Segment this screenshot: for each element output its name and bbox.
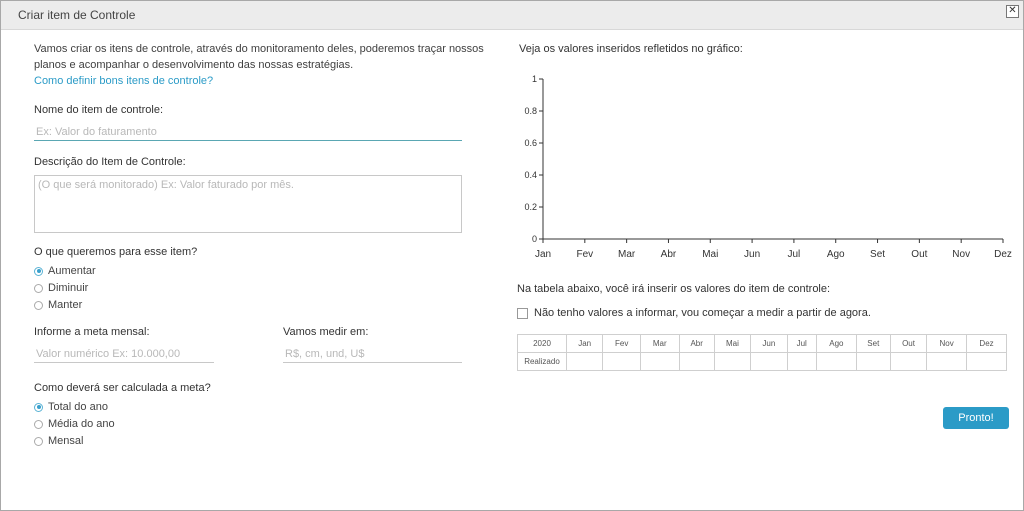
chart-heading: Veja os valores inseridos refletidos no gráfico: (519, 43, 743, 55)
table-month-header: Jul (787, 335, 816, 353)
goal-option-decrease[interactable] (34, 281, 88, 295)
table-month-header: Mar (640, 335, 679, 353)
y-tick-label: 0 (531, 234, 537, 244)
table-value-cell[interactable] (816, 353, 856, 371)
goal-option-label: Diminuir (48, 282, 89, 294)
goal-option-increase[interactable] (34, 264, 96, 278)
calc-question: Como deverá ser calculada a meta? (34, 382, 211, 394)
calc-option-label: Total do ano (48, 401, 108, 413)
x-tick-label: Jan (534, 249, 552, 260)
table-value-cell[interactable] (679, 353, 714, 371)
name-label: Nome do item de controle: (34, 104, 164, 116)
table-month-header: Nov (927, 335, 967, 353)
table-row (518, 353, 1007, 371)
table-value-cell[interactable] (603, 353, 641, 371)
table-month-header: Dez (967, 335, 1007, 353)
radio-icon[interactable] (34, 301, 43, 310)
y-tick-label: 0.8 (524, 106, 537, 116)
x-tick-label: Fev (576, 249, 594, 260)
calc-option-year-total[interactable] (34, 400, 108, 414)
table-month-header: Mai (714, 335, 750, 353)
monthly-target-label: Informe a meta mensal: (34, 326, 150, 338)
goal-option-label: Aumentar (48, 265, 96, 277)
calc-option-monthly[interactable] (34, 434, 83, 448)
table-value-cell[interactable] (967, 353, 1007, 371)
calc-option-label: Média do ano (48, 418, 115, 430)
dialog-titlebar (1, 1, 1023, 30)
goal-option-label: Manter (48, 299, 83, 311)
radio-selected-icon[interactable] (34, 403, 43, 412)
y-tick-label: 0.4 (524, 170, 537, 180)
table-month-header: Ago (816, 335, 856, 353)
x-tick-label: Mar (618, 249, 636, 260)
intro-line-2: planos e acompanhar o desenvolvimento das nossas estratégias. (34, 59, 354, 71)
table-row-label: Realizado (518, 353, 567, 371)
table-value-cell[interactable] (787, 353, 816, 371)
table-value-cell[interactable] (856, 353, 890, 371)
intro-line-1: Vamos criar os itens de controle, através do monitoramento deles, poderemos traçar nossos (34, 43, 484, 55)
x-tick-label: Dez (994, 249, 1012, 260)
x-tick-label: Jul (787, 249, 801, 260)
monthly-target-input[interactable] (34, 346, 214, 363)
table-value-cell[interactable] (927, 353, 967, 371)
table-month-header: Jun (751, 335, 787, 353)
x-tick-label: Ago (826, 249, 845, 260)
x-tick-label: Mai (702, 249, 719, 260)
table-month-header: Fev (603, 335, 641, 353)
table-value-cell[interactable] (640, 353, 679, 371)
radio-icon[interactable] (34, 437, 43, 446)
close-icon[interactable]: ✕ (1006, 5, 1019, 18)
description-textarea[interactable] (34, 175, 462, 233)
x-tick-label: Nov (952, 249, 971, 260)
values-table (517, 334, 1007, 371)
y-tick-label: 1 (531, 74, 537, 84)
radio-icon[interactable] (34, 284, 43, 293)
unit-label: Vamos medir em: (283, 326, 369, 338)
table-header-row (518, 335, 1007, 353)
table-month-header: Out (890, 335, 926, 353)
table-month-header: Abr (679, 335, 714, 353)
table-heading: Na tabela abaixo, você irá inserir os valores do item de controle: (517, 283, 831, 295)
goal-option-keep[interactable] (34, 298, 82, 312)
unit-input[interactable] (283, 346, 462, 363)
description-label: Descrição do Item de Controle: (34, 156, 186, 168)
calc-option-label: Mensal (48, 435, 84, 447)
x-tick-label: Jun (744, 249, 761, 260)
y-tick-label: 0.2 (524, 202, 537, 212)
table-month-header: Jan (567, 335, 603, 353)
radio-selected-icon[interactable] (34, 267, 43, 276)
table-value-cell[interactable] (567, 353, 603, 371)
dialog-title: Criar item de Controle (18, 8, 136, 22)
x-tick-label: Abr (660, 249, 677, 260)
table-month-header: Set (856, 335, 890, 353)
no-values-checkbox[interactable] (517, 308, 528, 319)
goal-question: O que queremos para esse item? (34, 246, 198, 258)
name-input[interactable] (34, 124, 462, 141)
x-tick-label: Set (870, 249, 886, 260)
table-value-cell[interactable] (714, 353, 750, 371)
table-value-cell[interactable] (751, 353, 787, 371)
calc-option-year-average[interactable] (34, 417, 115, 431)
table-value-cell[interactable] (890, 353, 926, 371)
help-link[interactable]: Como definir bons itens de controle? (34, 75, 214, 87)
table-year-header: 2020 (518, 335, 567, 353)
values-chart (511, 67, 1021, 267)
no-values-checkbox-label: Não tenho valores a informar, vou começar a medir a partir de agora. (534, 307, 871, 319)
y-tick-label: 0.6 (524, 138, 537, 148)
radio-icon[interactable] (34, 420, 43, 429)
done-button[interactable]: Pronto! (943, 407, 1009, 429)
x-tick-label: Out (911, 249, 928, 260)
